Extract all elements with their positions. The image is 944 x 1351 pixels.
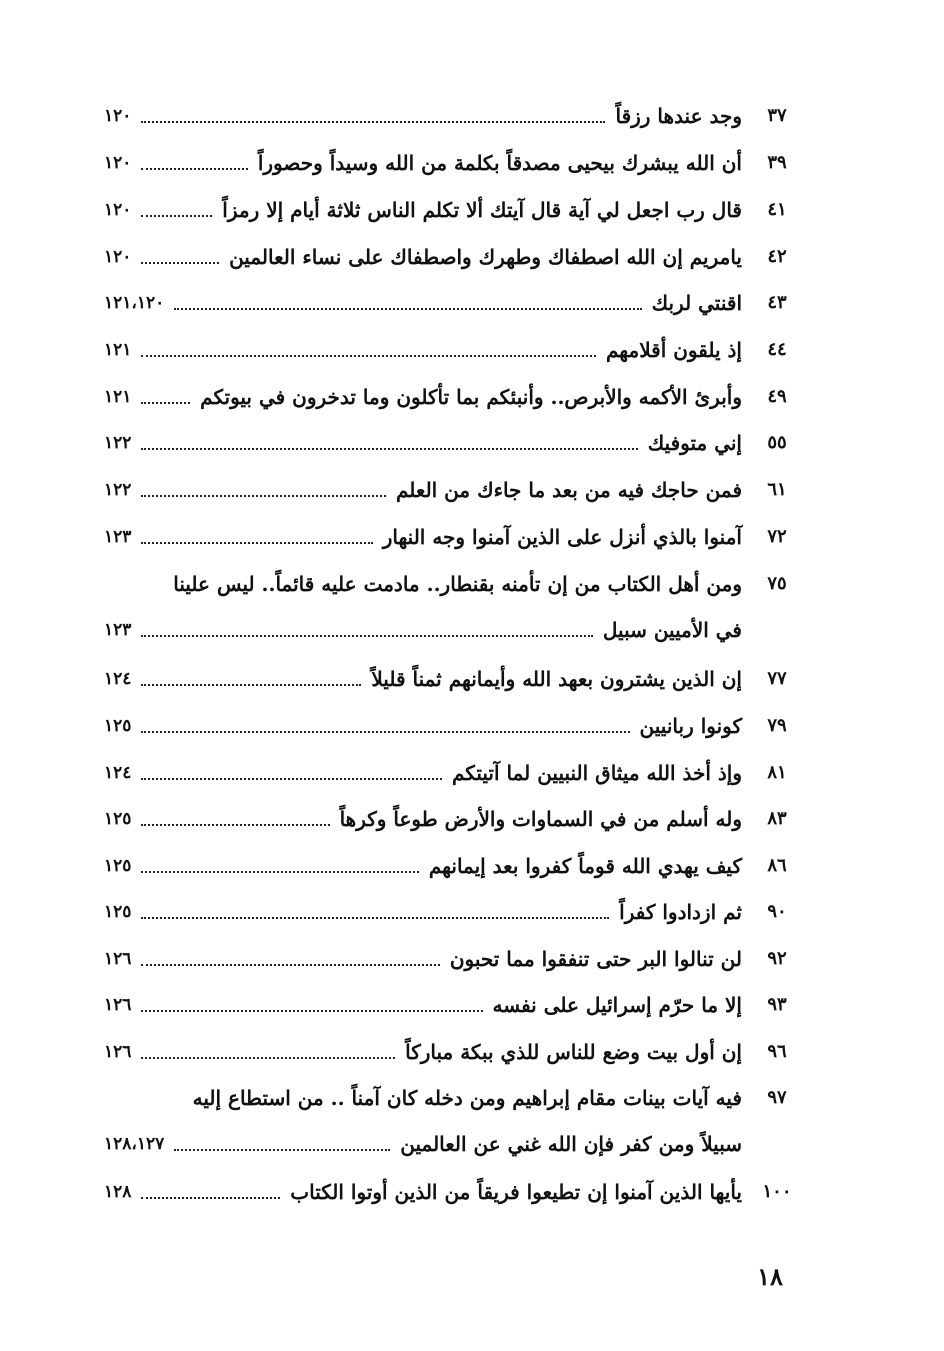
dot-leader bbox=[141, 1197, 280, 1199]
page-reference: ١٢٤ bbox=[104, 669, 132, 689]
entry-line bbox=[104, 515, 742, 559]
verse-text: قال رب اجعل لي آية قال آيتك ألا تكلم الناس ثلاثة أيام إلا رمزاً bbox=[222, 198, 742, 222]
dot-leader bbox=[141, 871, 418, 873]
index-entry bbox=[100, 235, 800, 279]
entry-line bbox=[104, 1076, 742, 1120]
page-reference: ١٢٣ bbox=[104, 620, 132, 640]
dot-leader bbox=[174, 308, 641, 310]
verse-text: اقنتي لربك bbox=[651, 291, 742, 315]
dot-leader bbox=[141, 355, 596, 357]
dot-leader bbox=[141, 121, 605, 123]
page-reference: ١٢٨،١٢٧ bbox=[104, 1134, 165, 1154]
verse-number: ٣٧ bbox=[767, 105, 787, 126]
verse-text: كيف يهدي الله قوماً كفروا بعد إيمانهم bbox=[428, 854, 742, 878]
page-reference: ١٢٠ bbox=[104, 106, 132, 126]
verse-number: ٧٥ bbox=[767, 573, 787, 594]
verse-text: إلا ما حرّم إسرائيل على نفسه bbox=[492, 993, 742, 1017]
index-entry bbox=[100, 1030, 800, 1074]
entry-line bbox=[104, 704, 742, 748]
entry-line-continued bbox=[104, 608, 742, 652]
dot-leader bbox=[141, 168, 247, 170]
verse-number: ٥٥ bbox=[767, 432, 787, 453]
entry-line bbox=[104, 1030, 742, 1074]
verse-text: يأيها الذين آمنوا إن تطيعوا فريقاً من الذين أوتوا الكتاب bbox=[290, 1180, 742, 1204]
index-entry bbox=[100, 983, 800, 1027]
verse-text: أن الله يبشرك بيحيى مصدقاً بكلمة من الله وسيداً وحصوراً bbox=[257, 151, 742, 175]
entry-line bbox=[104, 328, 742, 372]
entry-line bbox=[104, 94, 742, 138]
verse-number: ٩٧ bbox=[767, 1087, 787, 1108]
dot-leader bbox=[141, 1057, 395, 1059]
index-entry bbox=[100, 94, 800, 138]
verse-number: ١٠٠ bbox=[762, 1181, 792, 1202]
dot-leader bbox=[141, 402, 190, 404]
entry-line bbox=[104, 983, 742, 1027]
index-entry bbox=[100, 141, 800, 185]
verse-text: كونوا ربانيين bbox=[639, 714, 742, 738]
page-number: ١٨ bbox=[757, 1262, 783, 1291]
verse-number: ٤١ bbox=[767, 199, 787, 220]
page-reference: ١٢٢ bbox=[104, 433, 132, 453]
verse-text: ثم ازدادوا كفراً bbox=[619, 900, 742, 924]
verse-text: وإذ أخذ الله ميثاق النبيين لما آتيتكم bbox=[451, 761, 742, 785]
page-reference: ١٢٥ bbox=[104, 809, 132, 829]
entry-line bbox=[104, 751, 742, 795]
dot-leader bbox=[141, 635, 592, 637]
index-entry bbox=[100, 937, 800, 981]
entry-line bbox=[104, 797, 742, 841]
dot-leader bbox=[141, 684, 361, 686]
index-entry bbox=[100, 188, 800, 232]
entry-line bbox=[104, 421, 742, 465]
verse-text-continued: في الأميين سبيل bbox=[602, 618, 742, 642]
entry-line bbox=[104, 375, 742, 419]
index-entry bbox=[100, 328, 800, 372]
index-entry bbox=[100, 844, 800, 888]
verse-text: ومن أهل الكتاب من إن تأمنه بقنطار.. مادمت عليه قائماً.. ليس علينا bbox=[173, 572, 742, 596]
entry-line bbox=[104, 1170, 742, 1214]
verse-number: ٨٦ bbox=[767, 855, 787, 876]
dot-leader bbox=[141, 495, 386, 497]
verse-number: ٦١ bbox=[767, 479, 787, 500]
verse-number: ٨١ bbox=[767, 762, 787, 783]
page-reference: ١٢٤ bbox=[104, 763, 132, 783]
entry-line bbox=[104, 844, 742, 888]
index-entry bbox=[100, 562, 800, 654]
dot-leader bbox=[141, 215, 212, 217]
verse-number: ٧٧ bbox=[767, 668, 787, 689]
page-reference: ١٢٥ bbox=[104, 902, 132, 922]
verse-number: ٩٦ bbox=[767, 1041, 787, 1062]
entry-line bbox=[104, 188, 742, 232]
verse-text: فمن حاجك فيه من بعد ما جاءك من العلم bbox=[395, 478, 742, 502]
entry-line bbox=[104, 657, 742, 701]
verse-number: ٤٩ bbox=[767, 386, 787, 407]
verse-text: لن تنالوا البر حتى تنفقوا مما تحبون bbox=[449, 947, 742, 971]
verse-text: يامريم إن الله اصطفاك وطهرك واصطفاك على نساء العالمين bbox=[229, 245, 742, 269]
dot-leader bbox=[141, 778, 442, 780]
page-reference: ١٢٠ bbox=[104, 200, 132, 220]
verse-text: إني متوفيك bbox=[647, 431, 742, 455]
verse-number: ٩٣ bbox=[767, 994, 787, 1015]
dot-leader bbox=[141, 964, 439, 966]
verse-text: آمنوا بالذي أنزل على الذين آمنوا وجه النهار bbox=[382, 525, 742, 549]
index-entry bbox=[100, 468, 800, 512]
entry-line bbox=[104, 562, 742, 606]
dot-leader bbox=[141, 1010, 482, 1012]
entry-line bbox=[104, 937, 742, 981]
page-reference: ١٢٨ bbox=[104, 1182, 132, 1202]
dot-leader bbox=[141, 262, 219, 264]
entry-line bbox=[104, 281, 742, 325]
verse-text: إن أول بيت وضع للناس للذي ببكة مباركاً bbox=[405, 1040, 742, 1064]
page-reference: ١٢١ bbox=[104, 340, 132, 360]
verse-text: وأبرئ الأكمه والأبرص.. وأنبئكم بما تأكلون وما تدخرون في بيوتكم bbox=[200, 385, 742, 409]
index-entry bbox=[100, 890, 800, 934]
index-entry bbox=[100, 1170, 800, 1214]
dot-leader bbox=[174, 1149, 390, 1151]
verse-number: ٤٣ bbox=[767, 292, 787, 313]
verse-number: ٣٩ bbox=[767, 152, 787, 173]
index-entry bbox=[100, 1076, 800, 1168]
verse-text: فيه آيات بينات مقام إبراهيم ومن دخله كان آمناً .. من استطاع إليه bbox=[192, 1086, 742, 1110]
index-entry bbox=[100, 751, 800, 795]
dot-leader bbox=[141, 824, 329, 826]
index-entry bbox=[100, 797, 800, 841]
verse-number: ٧٩ bbox=[767, 715, 787, 736]
page-reference: ١٢٠ bbox=[104, 153, 132, 173]
page-reference: ١٢٣ bbox=[104, 527, 132, 547]
verse-text: إن الذين يشترون بعهد الله وأيمانهم ثمناً قليلاً bbox=[371, 667, 742, 691]
index-entry bbox=[100, 704, 800, 748]
dot-leader bbox=[141, 542, 372, 544]
page-reference: ١٢٠ bbox=[104, 247, 132, 267]
page-reference: ١٢٦ bbox=[104, 995, 132, 1015]
verse-number: ٤٤ bbox=[767, 339, 787, 360]
verse-number: ٩٢ bbox=[767, 948, 787, 969]
dot-leader bbox=[141, 731, 629, 733]
page-reference: ١٢٢ bbox=[104, 480, 132, 500]
index-entry bbox=[100, 375, 800, 419]
verse-number: ٩٠ bbox=[767, 901, 787, 922]
entry-line bbox=[104, 468, 742, 512]
dot-leader bbox=[141, 917, 609, 919]
dot-leader bbox=[141, 448, 637, 450]
verse-number: ٧٢ bbox=[767, 526, 787, 547]
index-entry bbox=[100, 281, 800, 325]
page-reference: ١٢٥ bbox=[104, 716, 132, 736]
verse-text: وله أسلم من في السماوات والأرض طوعاً وكرهاً bbox=[339, 807, 742, 831]
verse-text: وجد عندها رزقاً bbox=[615, 104, 742, 128]
verse-number: ٤٢ bbox=[767, 246, 787, 267]
verse-number: ٨٣ bbox=[767, 808, 787, 829]
entry-line bbox=[104, 235, 742, 279]
page-reference: ١٢٥ bbox=[104, 856, 132, 876]
page-reference: ١٢١،١٢٠ bbox=[104, 293, 165, 313]
entry-line-continued bbox=[104, 1122, 742, 1166]
index-entry bbox=[100, 657, 800, 701]
page-reference: ١٢٦ bbox=[104, 949, 132, 969]
index-entry bbox=[100, 515, 800, 559]
page-reference: ١٢٦ bbox=[104, 1042, 132, 1062]
entry-line bbox=[104, 141, 742, 185]
entry-line bbox=[104, 890, 742, 934]
index-entry bbox=[100, 421, 800, 465]
page-reference: ١٢١ bbox=[104, 387, 132, 407]
verse-text-continued: سبيلاً ومن كفر فإن الله غني عن العالمين bbox=[400, 1132, 742, 1156]
verse-text: إذ يلقون أقلامهم bbox=[605, 338, 742, 362]
